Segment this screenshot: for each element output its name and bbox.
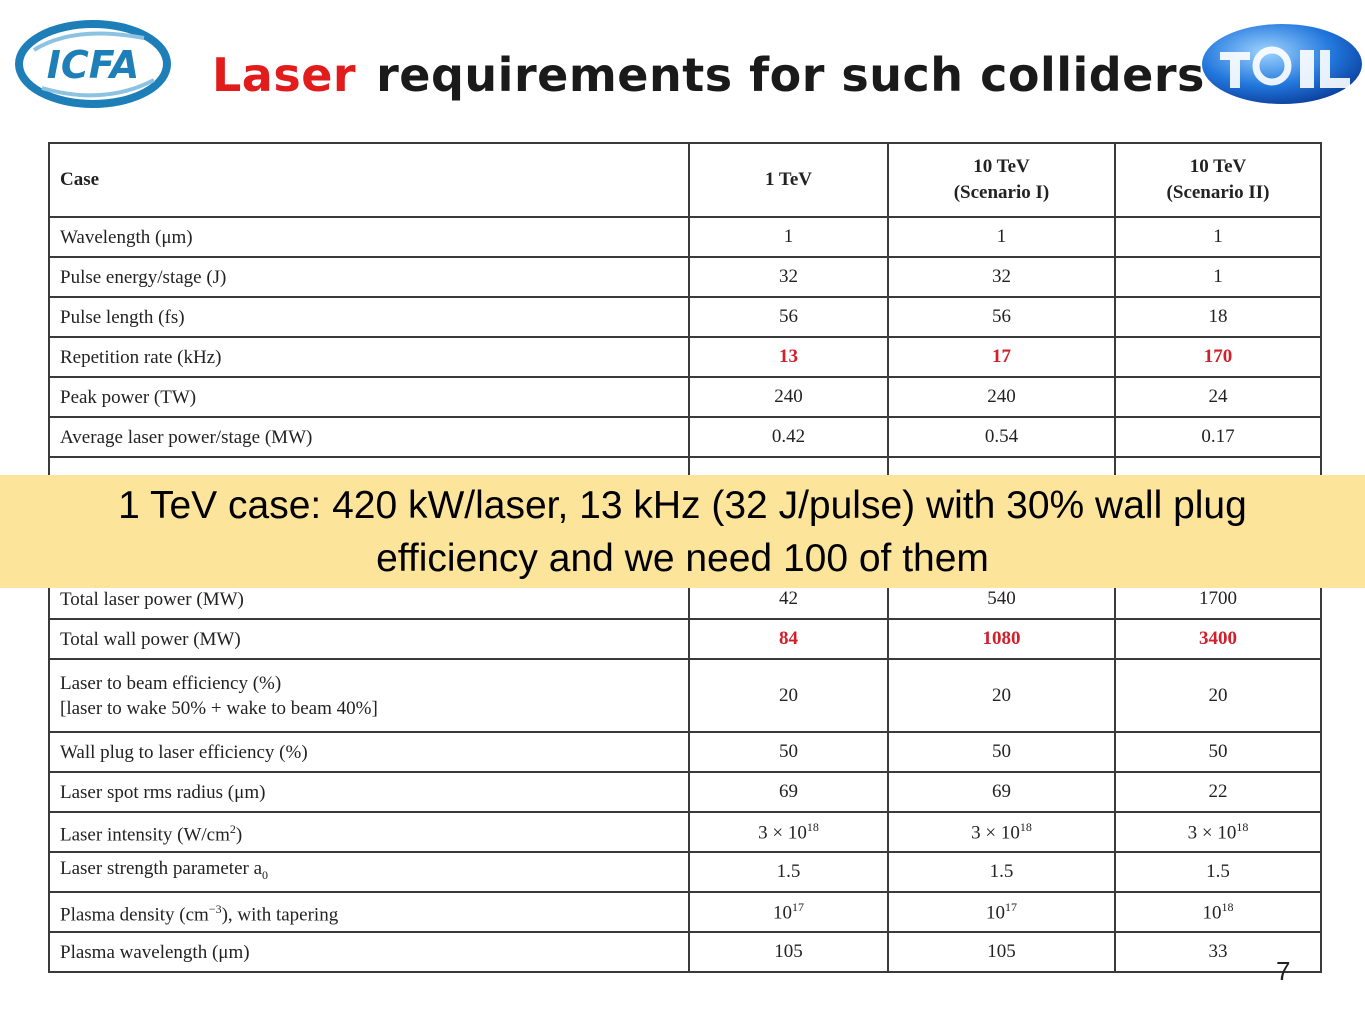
cell-value: 240: [689, 377, 888, 417]
cell-value: $10^{18}$: [1115, 892, 1321, 932]
cell-value: 540: [888, 579, 1115, 619]
table-header-row: [49, 143, 1321, 217]
cell-value: 1: [888, 217, 1115, 257]
cell-value: 1700: [1115, 579, 1321, 619]
cell-value: 50: [689, 732, 888, 772]
cell-value: 1: [1115, 217, 1321, 257]
table-row: [49, 659, 1321, 732]
row-label-total-wall-power: Total wall power (MW): [49, 619, 689, 659]
row-label-plasma-wavelength: Plasma wavelength (μm): [49, 932, 689, 972]
row-label-peak-power: Peak power (TW): [49, 377, 689, 417]
cell-value: 20: [888, 659, 1115, 732]
table-row: [49, 732, 1321, 772]
cell-value: $3 \times 10^{18}$: [1115, 812, 1321, 852]
cell-value: 18: [1115, 297, 1321, 337]
icfa-logo-text: ICFA: [46, 43, 140, 87]
table-row: [49, 337, 1321, 377]
callout-line-2: efficiency and we need 100 of them: [376, 536, 989, 580]
cell-value: 69: [888, 772, 1115, 812]
row-label-wavelength: Wavelength (μm): [49, 217, 689, 257]
cell-value: $3 \times 10^{18}$: [888, 812, 1115, 852]
cell-value-highlight: 84: [689, 619, 888, 659]
page-title: [212, 48, 1205, 108]
cell-value: 50: [1115, 732, 1321, 772]
cell-value: 20: [689, 659, 888, 732]
cell-value: 22: [1115, 772, 1321, 812]
cell-value: 0.17: [1115, 417, 1321, 457]
row-label-spot-radius: Laser spot rms radius (μm): [49, 772, 689, 812]
cell-value: 1.5: [1115, 852, 1321, 892]
globe-logo-icon: [1200, 22, 1365, 106]
cell-value: 1.5: [888, 852, 1115, 892]
cell-value: 240: [888, 377, 1115, 417]
cell-value-highlight: 13: [689, 337, 888, 377]
cell-value-highlight: 170: [1115, 337, 1321, 377]
table-row: [49, 812, 1321, 852]
cell-value: 105: [689, 932, 888, 972]
table-row: [49, 852, 1321, 892]
row-label-pulse-energy: Pulse energy/stage (J): [49, 257, 689, 297]
table-row: [49, 892, 1321, 932]
cell-value-highlight: 17: [888, 337, 1115, 377]
cell-value: 50: [888, 732, 1115, 772]
row-label-wall-plug-efficiency: Wall plug to laser efficiency (%): [49, 732, 689, 772]
cell-value: 20: [1115, 659, 1321, 732]
cell-value: $3 \times 10^{18}$: [689, 812, 888, 852]
callout-line-1: 1 TeV case: 420 kW/laser, 13 kHz (32 J/pulse) with 30% wall plug: [118, 483, 1247, 527]
row-label-total-laser-power: Total laser power (MW): [49, 579, 689, 619]
icfa-logo-icon: [14, 20, 172, 108]
row-label-strength-parameter: Laser strength parameter $a_0$: [49, 852, 689, 892]
row-label-plasma-density: Plasma density $(cm^{-3})$, with tapering: [49, 892, 689, 932]
cell-value: 24: [1115, 377, 1321, 417]
table-row: [49, 619, 1321, 659]
table-row: [49, 217, 1321, 257]
title-accent: Laser: [212, 48, 357, 102]
slide-header: [0, 0, 1365, 135]
cell-value: 0.42: [689, 417, 888, 457]
cell-value: 33: [1115, 932, 1321, 972]
row-label-pulse-length: Pulse length (fs): [49, 297, 689, 337]
row-label-laser-to-beam-efficiency: Laser to beam efficiency (%) [laser to wake 50% + wake to beam 40%]: [49, 659, 689, 732]
cell-value: 56: [888, 297, 1115, 337]
cell-value: 32: [888, 257, 1115, 297]
table-row: [49, 417, 1321, 457]
table-row: [49, 772, 1321, 812]
cell-value: 1: [1115, 257, 1321, 297]
table-row: [49, 377, 1321, 417]
table-row: [49, 257, 1321, 297]
table-row: [49, 297, 1321, 337]
row-label-repetition-rate: Repetition rate (kHz): [49, 337, 689, 377]
cell-value: 56: [689, 297, 888, 337]
cell-value: 42: [689, 579, 888, 619]
summary-callout-banner: [0, 475, 1365, 588]
cell-value: 0.54: [888, 417, 1115, 457]
title-rest: requirements for such colliders: [376, 48, 1205, 102]
page-number: 7: [1276, 956, 1291, 986]
cell-value: 69: [689, 772, 888, 812]
cell-value: 1: [689, 217, 888, 257]
header-case: Case: [49, 143, 689, 217]
header-10tev-scenario-1: 10 TeV (Scenario I): [888, 143, 1115, 217]
table-row: [49, 932, 1321, 972]
cell-value-highlight: 1080: [888, 619, 1115, 659]
header-1tev: 1 TeV: [689, 143, 888, 217]
cell-value: 105: [888, 932, 1115, 972]
row-label-laser-intensity: Laser intensity $(W/cm^2)$: [49, 812, 689, 852]
cell-value: $10^{17}$: [888, 892, 1115, 932]
cell-value: $10^{17}$: [689, 892, 888, 932]
cell-value-highlight: 3400: [1115, 619, 1321, 659]
row-label-average-power: Average laser power/stage (MW): [49, 417, 689, 457]
cell-value: 32: [689, 257, 888, 297]
header-10tev-scenario-2: 10 TeV (Scenario II): [1115, 143, 1321, 217]
cell-value: 1.5: [689, 852, 888, 892]
